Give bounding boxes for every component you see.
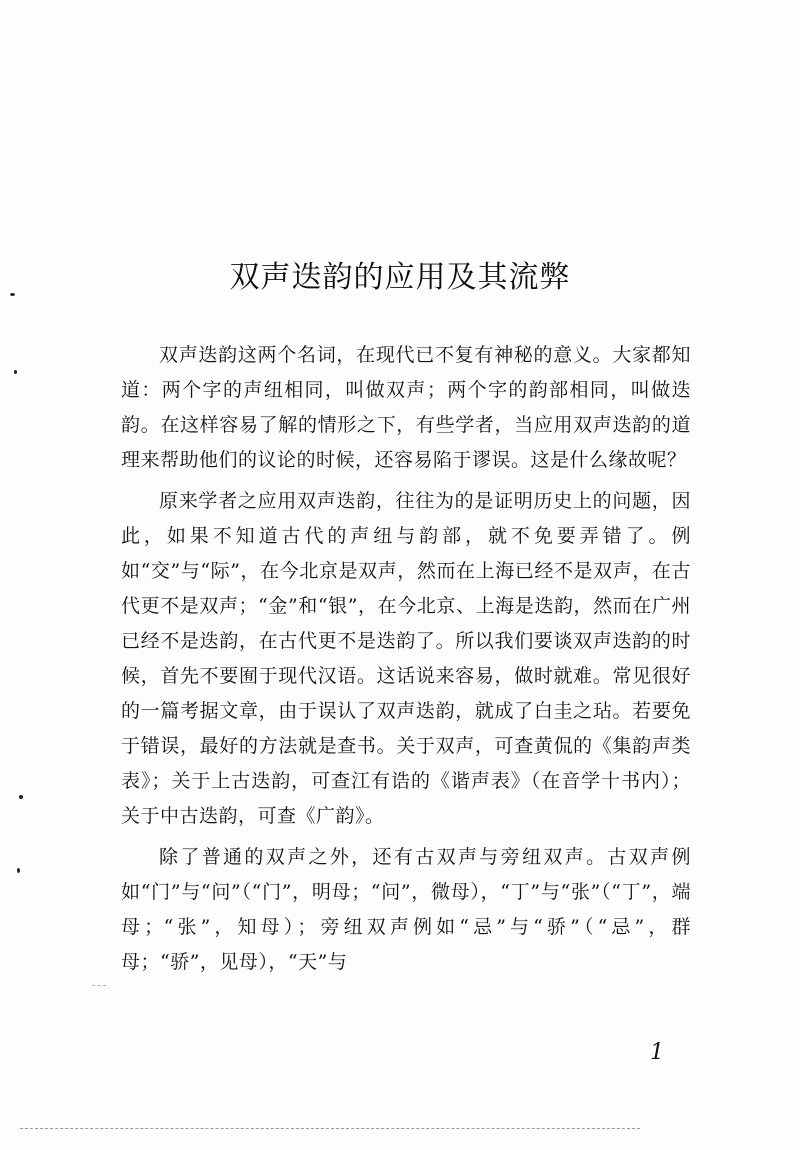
paragraph-3: 除了普通的双声之外，还有古双声与旁纽双声。古双声例如“门”与“问”（“门”，明母；“问”，微母），“丁”与“张”（“丁”，端母；“张”，知母）；旁纽双声例如“忌”与“骄”（“忌”，群母；“骄”，见母），“天”与 [121,846,691,973]
scan-edge-line [20,1128,640,1129]
page-number: 1 [650,1040,664,1065]
scan-speck [19,795,23,799]
body-text [121,338,691,980]
paragraph-1: 双声迭韵这两个名词，在现代已不复有神秘的意义。大家都知道：两个字的声纽相同，叫做双声；两个字的韵部相同，叫做迭韵。在这样容易了解的情形之下，有些学者，当应用双声迭韵的道理来帮助他们的议论的时候，还容易陷于谬误。这是什么缘故呢？ [121,344,691,471]
paragraph-2: 原来学者之应用双声迭韵，往往为的是证明历史上的问题，因此，如果不知道古代的声纽与韵部，就不免要弄错了。例如“交”与“际”，在今北京是双声，然而在上海已经不是双声，在古代更不是双声；“金”和“银”，在今北京、上海是迭韵，然而在广州已经不是迭韵，在古代更不是迭韵了。所以我们要谈双声迭韵的时候，首先不要囿于现代汉语。这话说来容易，做时就难。常见很好的一篇考据文章，由于误认了双声迭韵，就成了白圭之玷。若要免于错误，最好的方法就是查书。关于双声，可查黄侃的《集韵声类表》；关于上古迭韵，可查江有诰的《谐声表》（在音学十书内）；关于中古迭韵，可查《广韵》。 [121,490,691,827]
scan-speck [17,868,20,873]
scan-smudge [92,985,106,986]
page-title: 双声迭韵的应用及其流弊 [229,260,571,295]
scan-speck [14,370,17,374]
